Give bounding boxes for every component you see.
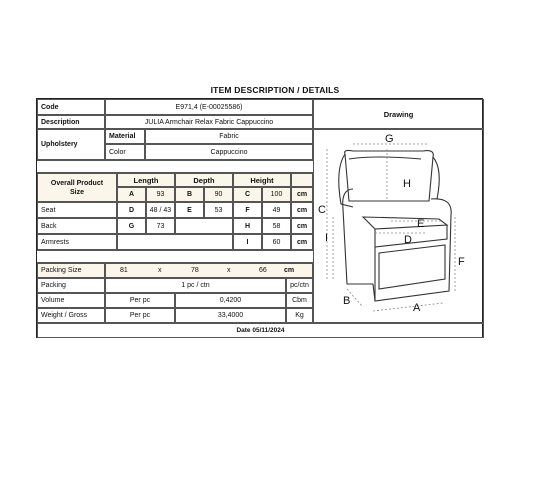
drawing-label: Drawing — [313, 99, 484, 129]
back-h-letter: H — [233, 218, 262, 234]
overall-b-letter: B — [175, 187, 204, 202]
details-sheet — [36, 98, 483, 338]
seat-f-value: 49 — [262, 202, 291, 218]
packing-label: Packing — [37, 278, 105, 293]
packing-value: 1 pc / ctn — [105, 278, 286, 293]
armrests-blank — [117, 234, 233, 250]
packing-size-height: 66 — [259, 267, 267, 274]
overall-a-letter: A — [117, 187, 146, 202]
back-unit: cm — [291, 218, 313, 234]
description-label: Description — [37, 115, 105, 129]
seat-e-letter: E — [175, 202, 204, 218]
weight-unit: Kg — [286, 308, 313, 323]
packing-size-depth: 78 — [191, 267, 199, 274]
volume-label: Volume — [37, 293, 105, 308]
armrests-label: Armrests — [37, 234, 117, 250]
weight-label: Weight / Gross — [37, 308, 105, 323]
armrests-i-letter: I — [233, 234, 262, 250]
drawing-letter-g: G — [385, 133, 394, 145]
armchair-drawing — [313, 129, 483, 323]
weight-value: 33,4000 — [175, 308, 286, 323]
drawing-letter-e: E — [417, 218, 425, 230]
date-footer: Date 05/11/2024 — [37, 323, 484, 338]
seat-d-value: 48 / 43 — [146, 202, 175, 218]
packing-size-unit: cm — [284, 267, 295, 274]
seat-unit: cm — [291, 202, 313, 218]
packing-size-values — [105, 263, 313, 278]
page-title: ITEM DESCRIPTION / DETAILS — [210, 85, 340, 95]
spacer-row — [37, 160, 313, 173]
drawing-letter-i: I — [325, 232, 329, 244]
code-label: Code — [37, 99, 105, 115]
seat-e-value: 53 — [204, 202, 233, 218]
length-header: Length — [117, 173, 175, 187]
volume-unit: Cbm — [286, 293, 313, 308]
drawing-letter-b: B — [343, 295, 351, 307]
back-g-letter: G — [117, 218, 146, 234]
seat-d-letter: D — [117, 202, 146, 218]
color-label: Color — [105, 144, 145, 160]
material-value: Fabric — [145, 129, 313, 144]
drawing-letter-c: C — [318, 204, 326, 216]
overall-size-label-line2: Size — [69, 188, 84, 196]
drawing-letter-d: D — [404, 234, 412, 246]
overall-size-label-line1: Overall Product — [50, 179, 104, 187]
unit-header-blank — [291, 173, 313, 187]
upholstery-label: Upholstery — [37, 129, 105, 160]
weight-per: Per pc — [105, 308, 175, 323]
back-h-value: 58 — [262, 218, 291, 234]
packing-size-label: Packing Size — [37, 263, 105, 278]
drawing-letter-a: A — [413, 302, 421, 314]
packing-size-x1: x — [158, 267, 162, 274]
volume-per: Per pc — [105, 293, 175, 308]
overall-size-label — [37, 173, 117, 202]
drawing-letter-h: H — [403, 178, 411, 190]
code-value: E971,4 (E-00025586) — [105, 99, 313, 115]
seat-label: Seat — [37, 202, 117, 218]
color-value: Cappuccino — [145, 144, 313, 160]
description-value: JULIA Armchair Relax Fabric Cappuccino — [105, 115, 313, 129]
back-g-value: 73 — [146, 218, 175, 234]
depth-header: Depth — [175, 173, 233, 187]
packing-size-x2: x — [227, 267, 231, 274]
overall-c-value: 100 — [262, 187, 291, 202]
overall-c-letter: C — [233, 187, 262, 202]
armrests-i-value: 60 — [262, 234, 291, 250]
back-depth-blank — [175, 218, 233, 234]
overall-unit: cm — [291, 187, 313, 202]
armrests-unit: cm — [291, 234, 313, 250]
back-label: Back — [37, 218, 117, 234]
height-header: Height — [233, 173, 291, 187]
overall-b-value: 90 — [204, 187, 233, 202]
volume-value: 0,4200 — [175, 293, 286, 308]
material-label: Material — [105, 129, 145, 144]
seat-f-letter: F — [233, 202, 262, 218]
overall-a-value: 93 — [146, 187, 175, 202]
spacer-row-2 — [37, 250, 313, 263]
packing-size-length: 81 — [120, 267, 128, 274]
drawing-letter-f: F — [458, 256, 465, 268]
packing-unit: pc/ctn — [286, 278, 313, 293]
